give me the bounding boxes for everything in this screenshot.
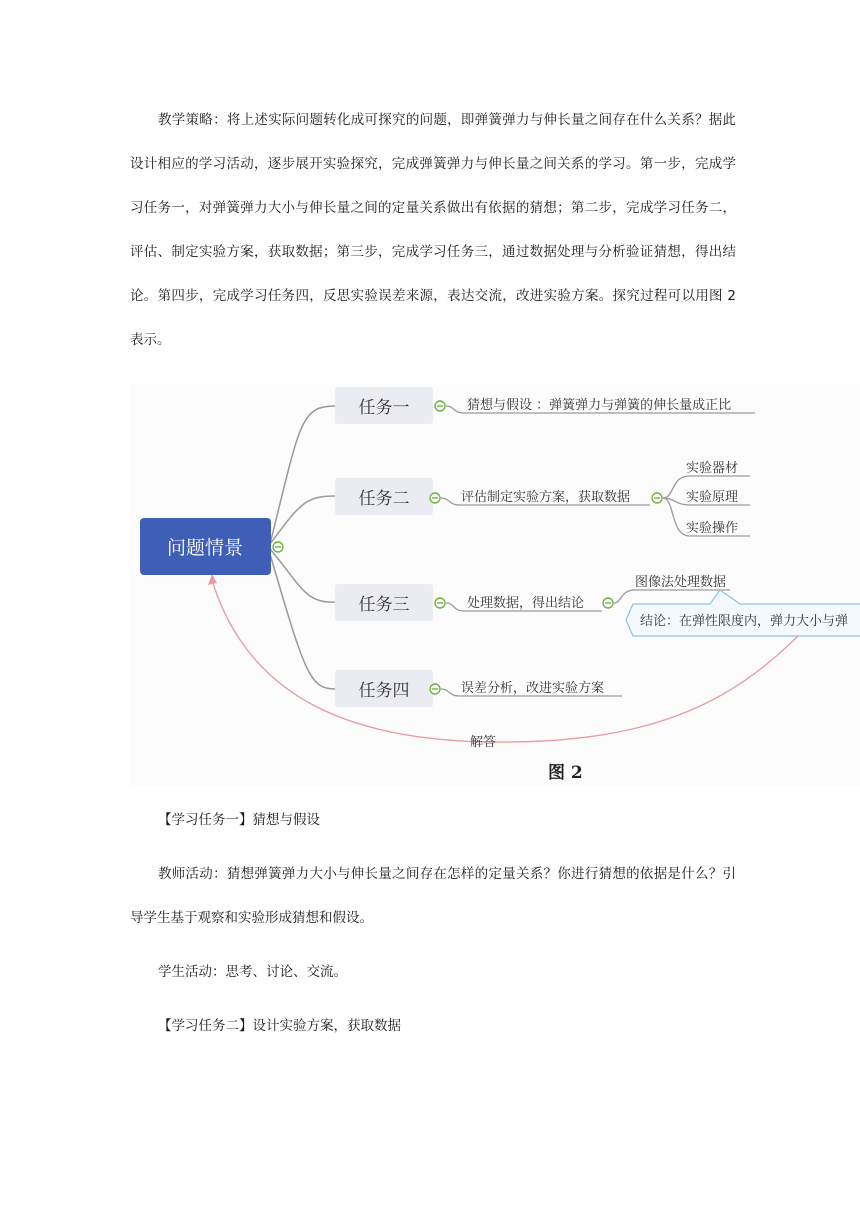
task2-label: 任务二: [358, 489, 410, 509]
task1-node: [335, 387, 433, 424]
strategy-paragraph: 教学策略：将上述实际问题转化成可探究的问题，即弹簧弹力与伸长量之间存在什么关系？据此设计相应的学习活动，逐步展开实验探究，完成弹簧弹力与伸长量之间关系的学习。第一步，完成学习任务一，对弹簧弹力大小与伸长量之间的定量关系做出有依据的猜想；第二步，完成学习任务二，评估、制定实验方案，获取数据；第三步，完成学习任务三，通过数据处理与分析验证猜想，得出结论。第四步，完成学习任务四，反思实验误差来源，表达交流，改进实验方案。探究过程可以用图 2 表示。: [130, 112, 736, 348]
mindmap-figure: [130, 384, 860, 786]
task4-node: [335, 670, 433, 707]
task1-heading: 【学习任务一】猜想与假设: [158, 812, 320, 828]
task1-branch: 猜想与假设 ：弹簧弹力与弹簧的伸长量成正比: [467, 398, 732, 413]
task4-label: 任务四: [358, 681, 410, 701]
task2-leaf-principle: 实验原理: [686, 490, 739, 505]
task1-label: 任务一: [358, 398, 410, 418]
teacher-activity-paragraph: 教师活动：猜想弹簧弹力大小与伸长量之间存在怎样的定量关系？你进行猜想的依据是什么？引导学生基于观察和实验形成猜想和假设。: [130, 866, 736, 926]
task3-branch: 处理数据，得出结论: [467, 596, 585, 611]
task4-branch: 误差分析，改进实验方案: [461, 681, 605, 696]
task-collapse-icons: [430, 401, 662, 694]
task2-heading: 【学习任务二】设计实验方案，获取数据: [158, 1018, 401, 1034]
task2-node: [335, 478, 433, 515]
conclusion-callout: [626, 590, 860, 636]
task3-leaf: 图像法处理数据: [635, 575, 727, 590]
figure-caption: 图 2: [548, 763, 583, 783]
conclusion-text: 结论：在弹性限度内，弹力大小与弹: [640, 614, 849, 629]
task2-leaf-equipment: 实验器材: [686, 461, 739, 476]
feedback-label: 解答: [470, 735, 497, 750]
task2-branch: 评估制定实验方案，获取数据: [461, 490, 631, 505]
task3-label: 任务三: [358, 595, 410, 615]
student-activity-paragraph: 学生活动：思考、讨论、交流。: [158, 964, 347, 980]
task3-node: [335, 584, 433, 621]
task2-leaf-operation: 实验操作: [686, 521, 739, 536]
root-label: 问题情景: [166, 537, 244, 559]
